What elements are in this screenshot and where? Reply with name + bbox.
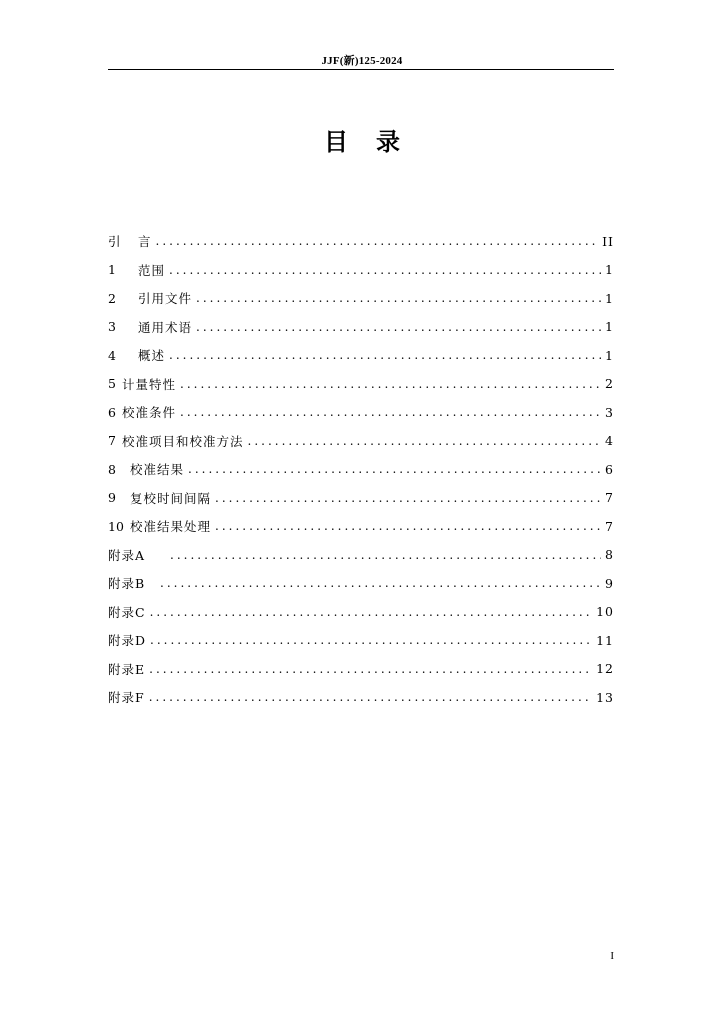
toc-entry-interval[interactable] [108, 484, 614, 513]
toc-entry-number: 2 [108, 290, 116, 306]
toc-entry-label: 校准结果处理 [130, 519, 212, 535]
toc-entry-page: 4 [605, 433, 614, 449]
toc-entry-page: 1 [605, 262, 614, 278]
toc-leader-dots [180, 377, 601, 391]
toc-entry-results[interactable] [108, 455, 614, 484]
toc-entry-page: 13 [596, 689, 614, 705]
toc-entry-label: 附录C [108, 604, 146, 620]
toc-entry-appendix-a[interactable] [108, 541, 614, 570]
toc-entry-page: 11 [596, 632, 614, 648]
header-rule [108, 69, 614, 70]
toc-entry-page: 12 [596, 661, 614, 677]
toc-title: 目录 [324, 128, 428, 156]
toc-entry-label: 引用文件 [138, 291, 193, 307]
toc-leader-dots [149, 690, 592, 704]
toc-entry-label: 范围 [138, 262, 166, 278]
toc-leader-dots [215, 519, 601, 533]
toc-leader-dots [180, 405, 601, 419]
toc-entry-intro[interactable] [108, 227, 614, 256]
toc-leader-dots [170, 548, 601, 562]
toc-leader-dots [169, 263, 601, 277]
toc-entry-label: 概述 [138, 348, 166, 364]
toc-leader-dots [188, 462, 601, 476]
toc-entry-overview[interactable] [108, 341, 614, 370]
toc-entry-processing[interactable] [108, 512, 614, 541]
toc-entry-page: 10 [596, 604, 614, 620]
toc-entry-page: 3 [605, 404, 614, 420]
toc-entry-page: 6 [605, 461, 614, 477]
toc-entry-label: 附录B [108, 576, 146, 592]
toc-entry-number: 1 [108, 262, 116, 278]
toc-leader-dots [150, 605, 593, 619]
toc-entry-number: 4 [108, 347, 116, 363]
toc-leader-dots [160, 576, 601, 590]
toc-entry-number: 7 [108, 433, 116, 449]
toc-entry-page: 7 [605, 518, 614, 534]
toc-entry-label: 校准项目和校准方法 [122, 433, 244, 449]
toc-leader-dots [149, 662, 592, 676]
toc-entry-references[interactable] [108, 284, 614, 313]
toc-leader-dots [196, 320, 601, 334]
document-code: JJF(新)125-2024 [321, 55, 403, 67]
toc-entry-appendix-f[interactable] [108, 683, 614, 712]
toc-entry-label: 校准条件 [122, 405, 177, 421]
toc-entry-number: 3 [108, 319, 116, 335]
toc-entry-number: 10 [108, 518, 124, 534]
toc-entry-appendix-d[interactable] [108, 626, 614, 655]
toc-entry-page: 1 [605, 319, 614, 335]
toc-entry-label: 附录F [108, 690, 145, 706]
toc-entry-label: 附录A [108, 547, 146, 563]
toc-entry-label: 附录E [108, 661, 146, 677]
toc-entry-number: 6 [108, 404, 116, 420]
toc-entry-label: 附录D [108, 633, 147, 649]
toc-entry-methods[interactable] [108, 427, 614, 456]
toc-leader-dots [196, 291, 601, 305]
toc-entry-page: 7 [605, 490, 614, 506]
toc-entry-label: 复校时间间隔 [130, 490, 212, 506]
toc-entry-label: 通用术语 [138, 319, 193, 335]
toc-leader-dots [248, 434, 602, 448]
toc-entry-page: II [602, 233, 614, 249]
table-of-contents [108, 227, 614, 712]
toc-leader-dots [150, 633, 592, 647]
toc-entry-number: 引 [108, 234, 121, 250]
toc-entry-label: 言 [138, 234, 152, 250]
toc-leader-dots [215, 491, 601, 505]
toc-entry-label: 计量特性 [122, 376, 177, 392]
toc-entry-metrology[interactable] [108, 370, 614, 399]
toc-entry-number: 9 [108, 490, 116, 506]
toc-leader-dots [169, 348, 601, 362]
toc-entry-terms[interactable] [108, 313, 614, 342]
toc-entry-page: 1 [605, 347, 614, 363]
toc-entry-page: 8 [605, 547, 614, 563]
toc-entry-page: 2 [605, 376, 614, 392]
page-number: I [610, 950, 614, 962]
toc-entry-page: 9 [605, 575, 614, 591]
toc-entry-number: 8 [108, 461, 116, 477]
toc-entry-scope[interactable] [108, 256, 614, 285]
toc-entry-page: 1 [605, 290, 614, 306]
toc-entry-label: 校准结果 [130, 462, 185, 478]
toc-entry-appendix-c[interactable] [108, 598, 614, 627]
toc-entry-conditions[interactable] [108, 398, 614, 427]
toc-leader-dots [156, 234, 599, 248]
toc-entry-appendix-b[interactable] [108, 569, 614, 598]
toc-entry-appendix-e[interactable] [108, 655, 614, 684]
toc-entry-number: 5 [108, 376, 116, 392]
